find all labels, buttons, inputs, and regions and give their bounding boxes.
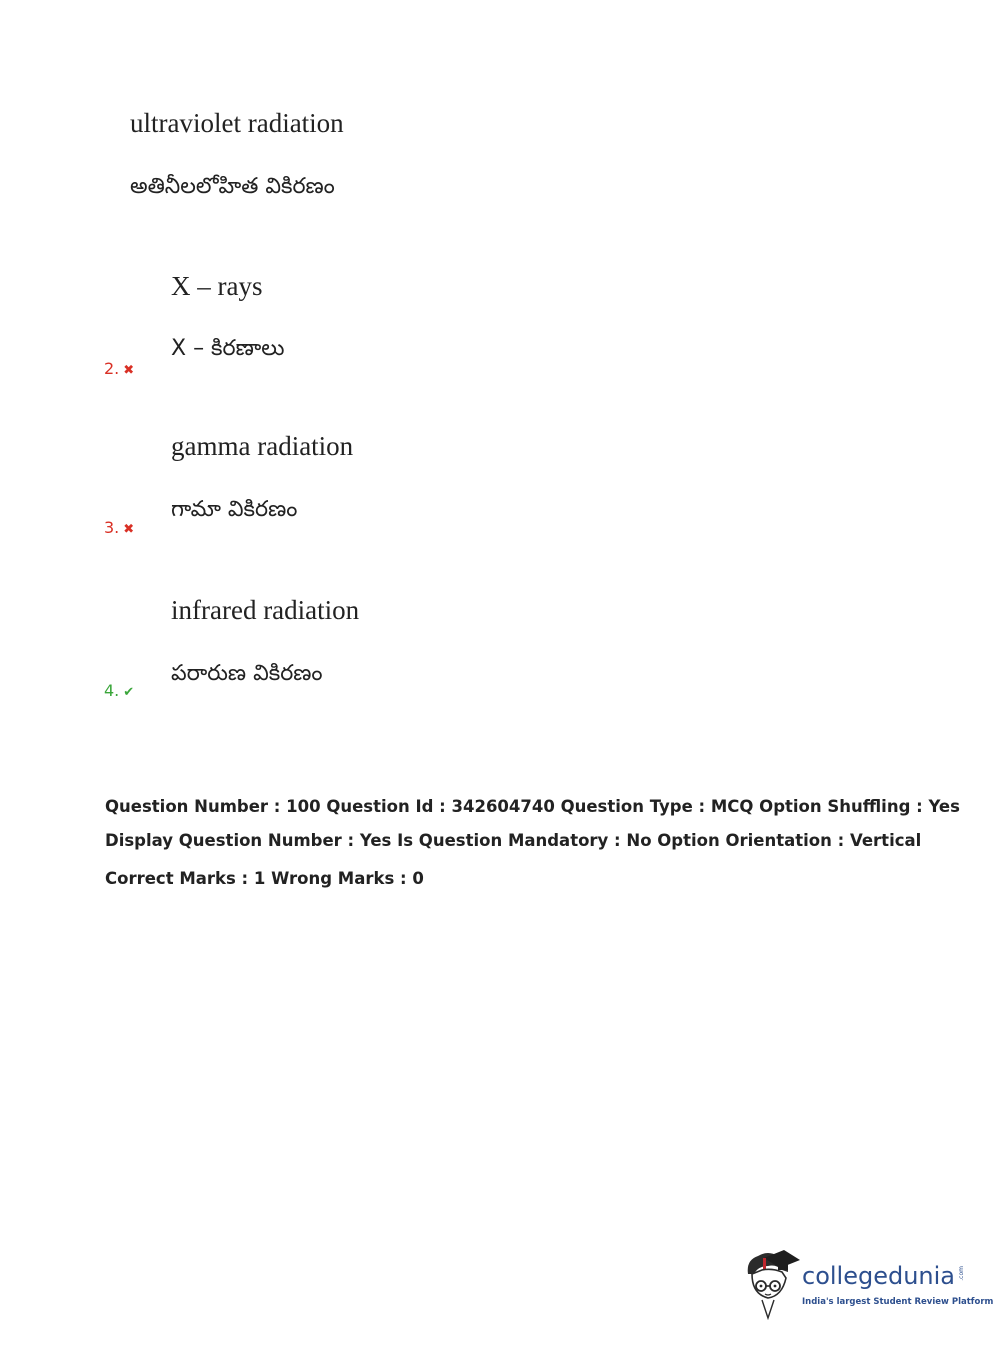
mascot-icon xyxy=(742,1248,802,1320)
option-4-telugu: పరారుణ వికిరణం xyxy=(171,661,323,686)
question-meta-line-2: Display Question Number : Yes Is Question Mandatory : No Option Orientation : Vertical xyxy=(105,831,922,850)
option-4-number xyxy=(104,681,134,700)
logo-suffix: .com xyxy=(958,1266,965,1281)
option-3-number xyxy=(104,518,134,537)
check-icon: ✔ xyxy=(123,685,135,700)
option-2-number xyxy=(104,359,134,378)
option-1-telugu: అతినీలలోహిత వికిరణం xyxy=(130,174,335,199)
question-meta-line-1: Question Number : 100 Question Id : 342604740 Question Type : MCQ Option Shuffling : Yes xyxy=(105,797,960,816)
option-3-number-label: 3. xyxy=(104,518,120,537)
option-4-number-label: 4. xyxy=(104,681,120,700)
option-2-number-label: 2. xyxy=(104,359,120,378)
logo-name: collegedunia xyxy=(802,1262,956,1290)
option-2-english: X – rays xyxy=(171,271,263,301)
logo-tagline: India's largest Student Review Platform xyxy=(802,1297,994,1307)
collegedunia-logo xyxy=(742,1248,994,1320)
option-4-english: infrared radiation xyxy=(171,595,360,625)
option-2-telugu: X – కిరణాలు xyxy=(171,336,285,361)
option-3-telugu: గామా వికిరణం xyxy=(171,497,298,522)
option-3-english: gamma radiation xyxy=(171,431,354,461)
cross-icon: ✖ xyxy=(123,522,135,537)
question-meta-line-3: Correct Marks : 1 Wrong Marks : 0 xyxy=(105,869,424,888)
cross-icon: ✖ xyxy=(123,363,135,378)
option-1-english: ultraviolet radiation xyxy=(130,108,344,138)
